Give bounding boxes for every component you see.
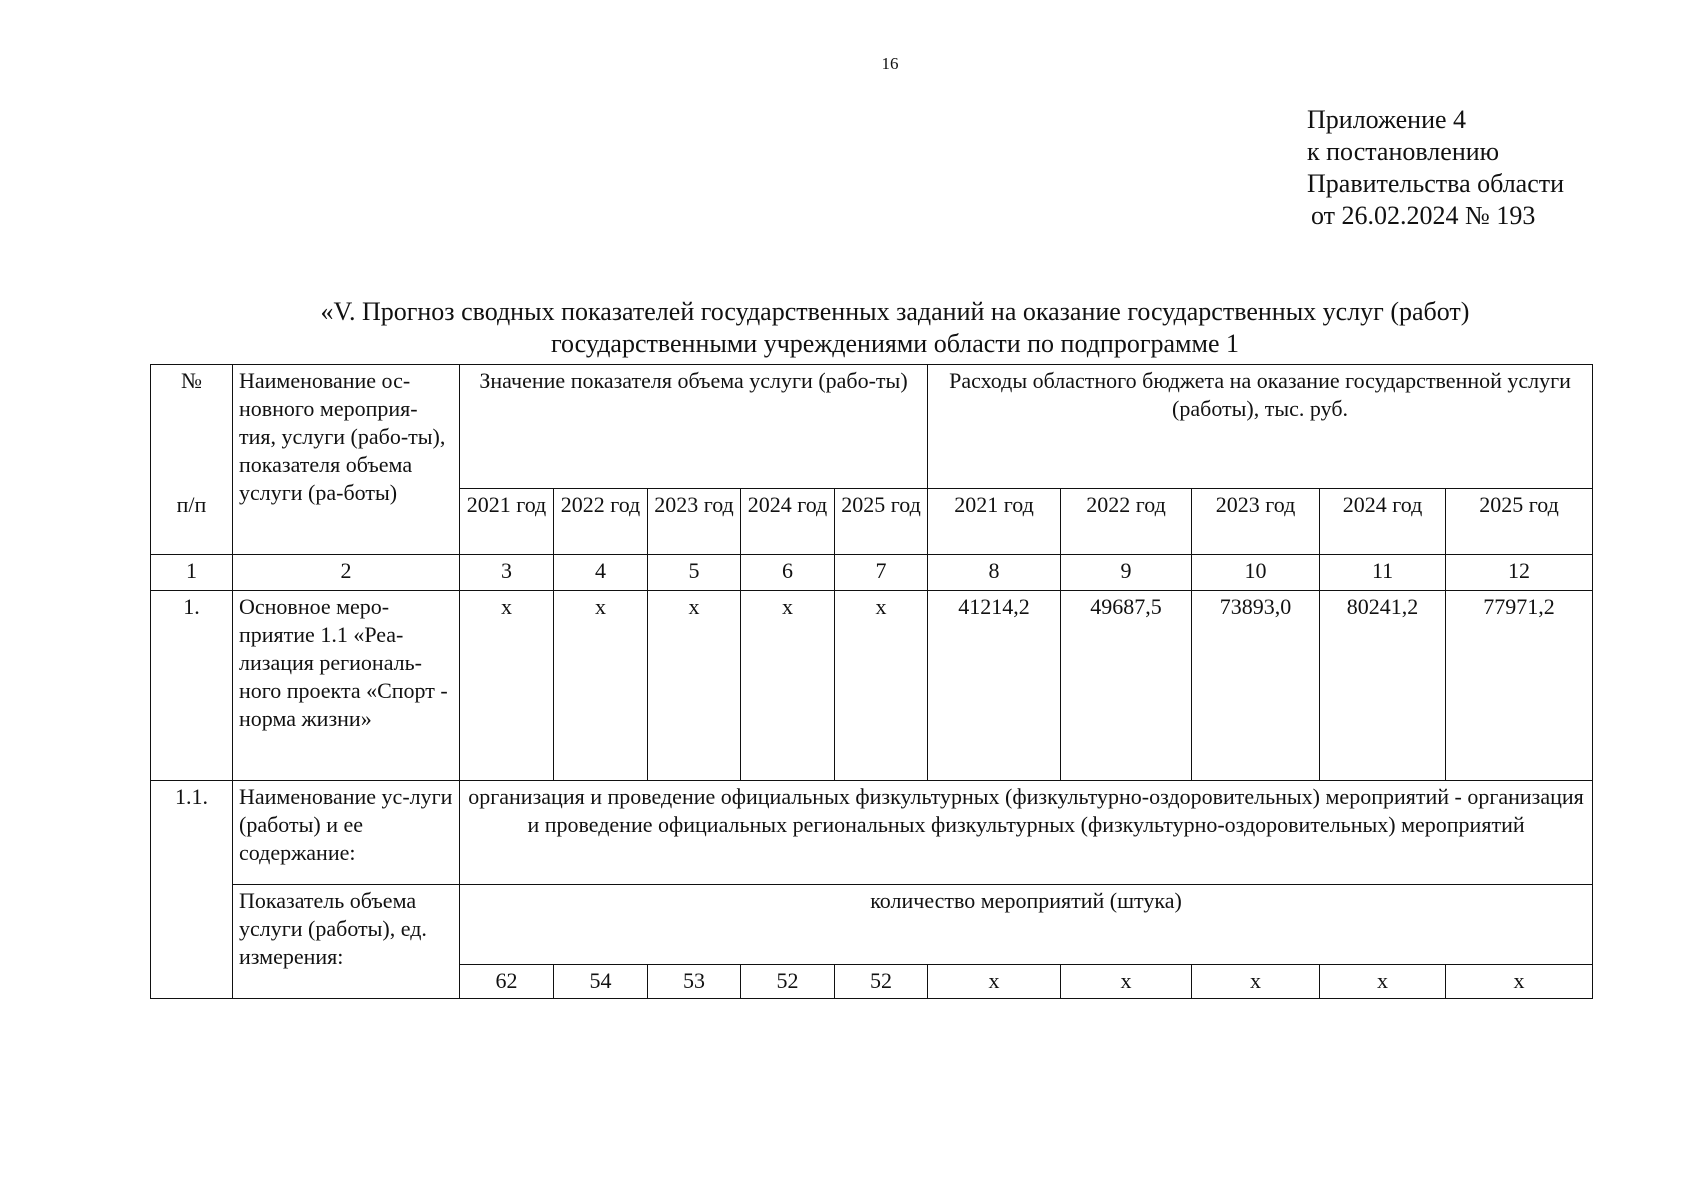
budget-value: 73893,0 — [1192, 591, 1320, 781]
column-number: 6 — [741, 555, 835, 591]
header-name: Наименование ос-новного мероприя-тия, услуги (рабо-ты), показателя объема услуги (ра-боты) — [233, 365, 460, 555]
appendix-block — [1307, 104, 1564, 232]
column-number: 9 — [1061, 555, 1192, 591]
volume-value: х — [460, 591, 554, 781]
service-description: организация и проведение официальных физкультурных (физкультурно-оздоровительных) мероприятий - организация и проведение официальных региональных физкультурных (физкультурно-оздоровительных) мероприятий — [460, 781, 1593, 885]
header-volume-year: 2023 год — [648, 489, 741, 555]
volume-value: х — [648, 591, 741, 781]
indicator-volume-value: 52 — [835, 965, 928, 999]
appendix-line: от 26.02.2024 № 193 — [1311, 201, 1536, 230]
budget-value: 77971,2 — [1446, 591, 1593, 781]
forecast-table — [150, 364, 1593, 999]
indicator-volume-value: 62 — [460, 965, 554, 999]
header-budget-year: 2025 год — [1446, 489, 1593, 555]
budget-value: 49687,5 — [1061, 591, 1192, 781]
title-line: государственными учреждениями области по подпрограмме 1 — [550, 329, 1239, 358]
volume-value: х — [554, 591, 648, 781]
column-number: 11 — [1320, 555, 1446, 591]
header-num-top: № — [181, 368, 202, 393]
indicator-budget-value: х — [928, 965, 1061, 999]
page-number: 16 — [881, 54, 899, 73]
header-volume-year: 2021 год — [460, 489, 554, 555]
column-number: 1 — [151, 555, 233, 591]
header-num — [151, 365, 233, 555]
column-number: 12 — [1446, 555, 1593, 591]
column-number: 4 — [554, 555, 648, 591]
indicator-volume-value: 53 — [648, 965, 741, 999]
column-number: 5 — [648, 555, 741, 591]
indicator-budget-value: х — [1061, 965, 1192, 999]
service-label: Наименование ус-луги (работы) и ее содержание: — [233, 781, 460, 885]
activity-name: Основное меро-приятие 1.1 «Реа-лизация региональ-ного проекта «Спорт - норма жизни» — [233, 591, 460, 781]
header-volume-year: 2025 год — [835, 489, 928, 555]
header-num-bottom: п/п — [176, 492, 207, 517]
volume-value: х — [741, 591, 835, 781]
column-number: 2 — [233, 555, 460, 591]
indicator-budget-value: х — [1320, 965, 1446, 999]
header-volume-year: 2022 год — [554, 489, 648, 555]
row-number: 1. — [151, 591, 233, 781]
row-number: 1.1. — [151, 781, 233, 999]
indicator-volume-value: 54 — [554, 965, 648, 999]
header-budget-year: 2023 год — [1192, 489, 1320, 555]
header-budget-year: 2021 год — [928, 489, 1061, 555]
indicator-volume-value: 52 — [741, 965, 835, 999]
header-budget-year: 2022 год — [1061, 489, 1192, 555]
header-volume-year: 2024 год — [741, 489, 835, 555]
budget-value: 80241,2 — [1320, 591, 1446, 781]
column-number: 8 — [928, 555, 1061, 591]
budget-value: 41214,2 — [928, 591, 1061, 781]
indicator-unit: количество мероприятий (штука) — [460, 885, 1593, 965]
indicator-budget-value: х — [1192, 965, 1320, 999]
indicator-label: Показатель объема услуги (работы), ед. измерения: — [233, 885, 460, 999]
column-number: 7 — [835, 555, 928, 591]
header-budget-year: 2024 год — [1320, 489, 1446, 555]
column-number: 10 — [1192, 555, 1320, 591]
volume-value: х — [835, 591, 928, 781]
appendix-line: Приложение 4 — [1307, 105, 1467, 134]
section-title — [150, 296, 1640, 360]
appendix-line: к постановлению — [1307, 137, 1500, 166]
appendix-line: Правительства области — [1307, 169, 1565, 198]
header-volume-group: Значение показателя объема услуги (рабо-ты) — [460, 365, 928, 489]
title-line: «V. Прогноз сводных показателей государственных заданий на оказание государственных услуг (работ) — [320, 297, 1470, 326]
indicator-budget-value: х — [1446, 965, 1593, 999]
column-number: 3 — [460, 555, 554, 591]
header-budget-group: Расходы областного бюджета на оказание государственной услуги (работы), тыс. руб. — [928, 365, 1593, 489]
